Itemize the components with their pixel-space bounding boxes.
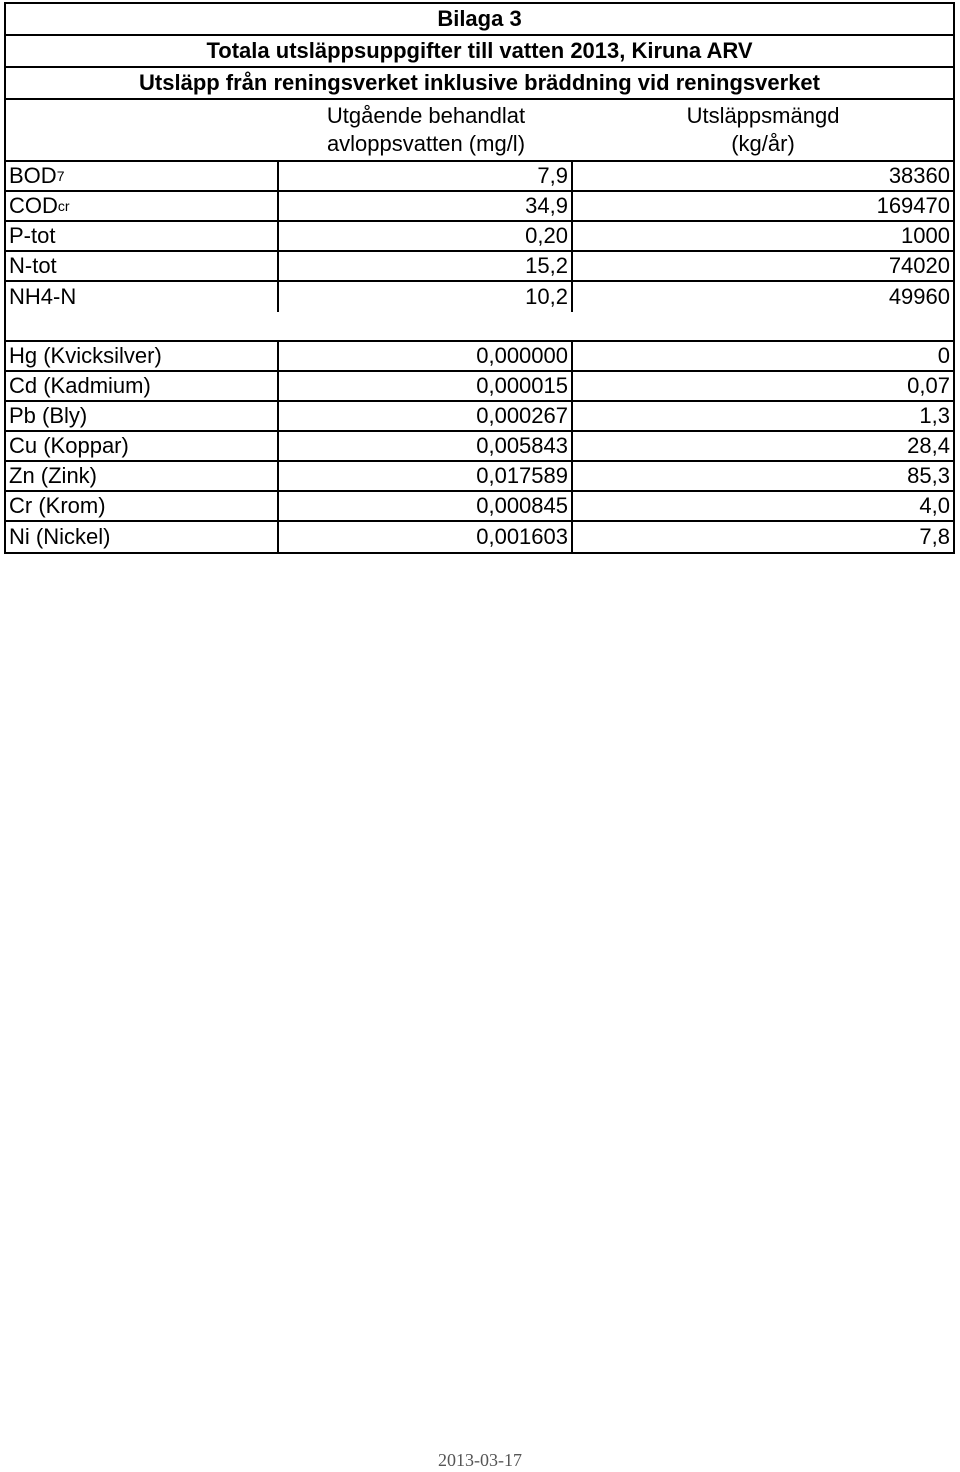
table-row (6, 192, 953, 222)
parameter-cell (6, 372, 279, 400)
header-concentration-line1: Utgående behandlat (326, 103, 526, 128)
parameter-name: Pb (Bly) (9, 403, 88, 428)
amount-cell: 0 (937, 343, 950, 368)
amount-cell: 0,07 (907, 373, 950, 398)
header-concentration (279, 100, 573, 160)
amount-cell: 4,0 (919, 493, 950, 518)
parameter-name: Ni (Nickel) (9, 524, 111, 549)
amount-cell: 28,4 (907, 433, 950, 458)
concentration-cell: 7,9 (279, 162, 573, 190)
appendix-title-text: Bilaga 3 (437, 6, 522, 31)
table-row (6, 222, 953, 252)
parameter-name: Cr (Krom) (9, 493, 106, 518)
parameter-name: Cu (Koppar) (9, 433, 129, 458)
concentration-cell: 0,005843 (279, 432, 573, 460)
concentration-cell: 0,001603 (279, 522, 573, 552)
parameter-cell: COD cr (6, 192, 279, 220)
main-title (6, 36, 953, 68)
concentration-cell: 10,2 (279, 282, 573, 312)
table-row (6, 342, 953, 372)
concentration-cell: 0,000000 (279, 342, 573, 370)
table-row (6, 282, 953, 312)
table-row (6, 522, 953, 552)
header-concentration-line2: avloppsvatten (mg/l) (326, 131, 526, 156)
parameter-cell (6, 222, 279, 250)
column-header-row (6, 100, 953, 162)
parameter-name: N-tot (9, 253, 57, 278)
table-row (6, 402, 953, 432)
amount-cell: 7,8 (919, 524, 950, 549)
parameter-cell (6, 342, 279, 370)
concentration-cell: 15,2 (279, 252, 573, 280)
concentration-cell: 0,000015 (279, 372, 573, 400)
parameter-cell (6, 282, 279, 312)
parameter-name: Hg (Kvicksilver) (9, 343, 162, 368)
amount-cell: 169470 (876, 193, 950, 218)
table-row (6, 372, 953, 402)
amount-cell: 1,3 (919, 403, 950, 428)
header-amount-line2: (kg/år) (731, 131, 795, 156)
table-row (6, 162, 953, 192)
parameter-name: Zn (Zink) (9, 463, 97, 488)
amount-cell: 85,3 (907, 463, 950, 488)
concentration-cell: 0,000267 (279, 402, 573, 430)
concentration-cell: 34,9 (279, 192, 573, 220)
table-row (6, 462, 953, 492)
header-amount-line1: Utsläppsmängd (686, 103, 840, 128)
appendix-title (6, 4, 953, 36)
concentration-cell: 0,20 (279, 222, 573, 250)
main-title-text: Totala utsläppsuppgifter till vatten 2013, Kiruna ARV (206, 38, 753, 63)
parameter-name: COD (9, 193, 58, 218)
concentration-cell: 0,000845 (279, 492, 573, 520)
concentration-cell: 0,017589 (279, 462, 573, 490)
parameter-cell (6, 462, 279, 490)
blank-separator-row (6, 312, 953, 342)
amount-cell: 1000 (901, 223, 950, 248)
amount-cell: 38360 (888, 163, 950, 188)
group1-rows (6, 162, 953, 312)
emissions-table (4, 2, 955, 554)
table-row (6, 492, 953, 522)
parameter-cell: BOD 7 (6, 162, 279, 190)
sub-title-text: Utsläpp från reningsverket inklusive bräddning vid reningsverket (139, 70, 820, 95)
table-row (6, 252, 953, 282)
parameter-name: BOD (9, 163, 57, 188)
amount-cell: 74020 (888, 253, 950, 278)
header-blank-cell (6, 100, 279, 160)
header-amount (573, 100, 953, 160)
parameter-cell (6, 522, 279, 552)
parameter-cell (6, 492, 279, 520)
table-row (6, 432, 953, 462)
parameter-cell (6, 252, 279, 280)
parameter-name: P-tot (9, 223, 56, 248)
parameter-cell (6, 432, 279, 460)
group2-rows (6, 342, 953, 552)
parameter-cell (6, 402, 279, 430)
parameter-name: Cd (Kadmium) (9, 373, 151, 398)
sub-title (6, 68, 953, 100)
amount-cell: 49960 (888, 284, 950, 309)
parameter-name: NH4-N (9, 284, 77, 309)
footer-date: 2013-03-17 (438, 1450, 522, 1470)
